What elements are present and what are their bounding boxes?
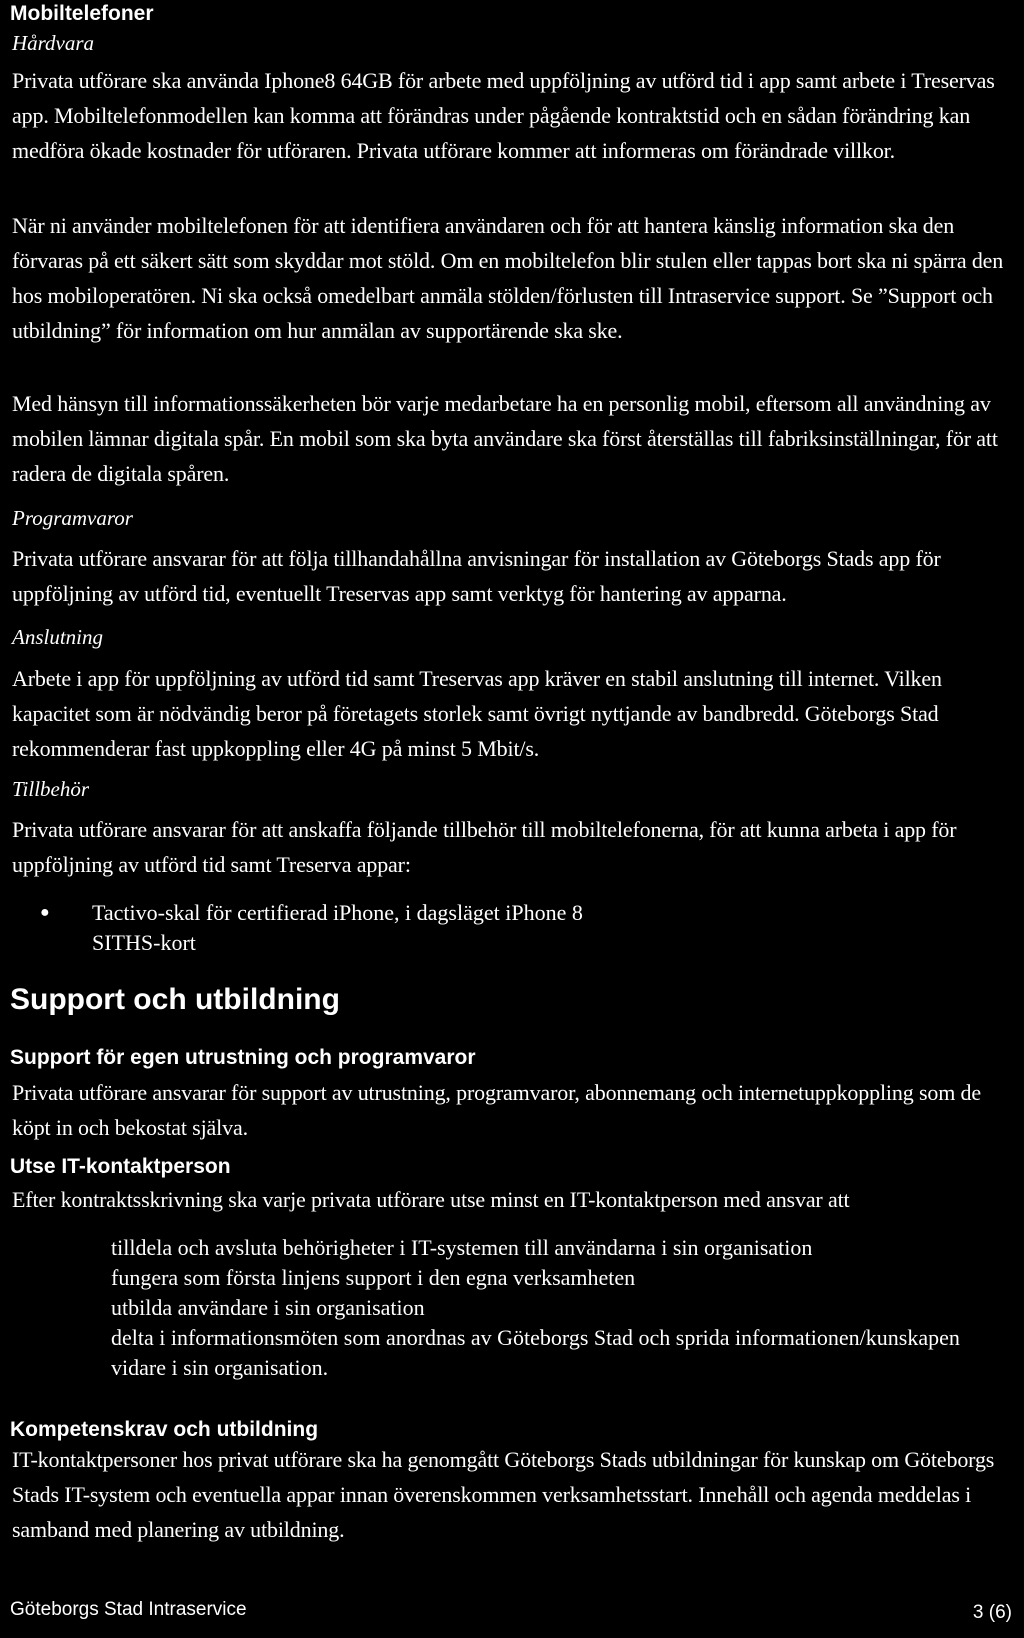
list-item: ● Tactivo-skal för certifierad iPhone, i dagsläget iPhone 8 xyxy=(40,898,940,928)
bullet-icon: ● xyxy=(40,904,50,921)
list-item: SITHS-kort xyxy=(40,928,940,958)
paragraph-support-egen: Privata utförare ansvarar för support av utrustning, programvaror, abonnemang och internetuppkoppling som de köpt in och bekostat själva. xyxy=(12,1080,981,1140)
heading-support-utbildning: Support och utbildning xyxy=(10,983,340,1016)
subheading-programvaror: Programvaror xyxy=(12,506,133,530)
paragraph-it-kontaktperson: Efter kontraktsskrivning ska varje privata utförare utse minst en IT-kontaktperson med ansvar att xyxy=(12,1187,850,1212)
subheading-anslutning: Anslutning xyxy=(12,625,104,649)
bullet-spacer xyxy=(40,928,92,958)
heading-kompetenskrav: Kompetenskrav och utbildning xyxy=(10,1418,319,1441)
paragraph-hardvara-1: Privata utförare ska använda Iphone8 64GB för arbete med uppföljning av utförd tid i app samt arbete i Treservas app. Mobiltelefonmodellen kan komma att förändras under pågående kontraktstid och en sådan förändring kan medföra ökade kostnader för utföraren. Privata utförare kommer att informeras om förändrade villkor. xyxy=(12,68,995,163)
paragraph-anslutning: Arbete i app för uppföljning av utförd tid samt Treservas app kräver en stabil anslutning till internet. Vilken kapacitet som är nödvändig beror på företagets storlek samt övrigt nyttjande av bandbredd. Göteborgs Stad rekommenderar fast uppkoppling eller 4G på minst 5 Mbit/s. xyxy=(12,666,942,761)
heading-support-egen: Support för egen utrustning och programvaror xyxy=(10,1046,476,1069)
heading-it-kontaktperson: Utse IT-kontaktperson xyxy=(10,1155,231,1178)
list-item: tilldela och avsluta behörigheter i IT-systemen till användarna i sin organisation xyxy=(111,1235,813,1260)
list-item: utbilda användare i sin organisation xyxy=(111,1295,425,1320)
list-item: fungera som första linjens support i den egna verksamheten xyxy=(111,1265,636,1290)
paragraph-hardvara-3: Med hänsyn till informationssäkerheten bör varje medarbetare ha en personlig mobil, eftersom all användning av mobilen lämnar digitala spår. En mobil som ska byta användare ska först återställas till fabriksinställningar, för att radera de digitala spåren. xyxy=(12,391,998,486)
tillbehor-list xyxy=(40,898,940,958)
it-ansvar-list xyxy=(111,1233,991,1383)
subheading-hardvara: Hårdvara xyxy=(12,31,95,55)
paragraph-tillbehor: Privata utförare ansvarar för att anskaffa följande tillbehör till mobiltelefonerna, för att kunna arbeta i app för uppföljning av utförd tid samt Treserva appar: xyxy=(12,817,957,877)
footer-organization: Göteborgs Stad Intraservice xyxy=(10,1599,247,1620)
subheading-tillbehor: Tillbehör xyxy=(12,777,90,801)
paragraph-hardvara-2: När ni använder mobiltelefonen för att identifiera användaren och för att hantera känslig information ska den förvaras på ett säkert sätt som skyddar mot stöld. Om en mobiltelefon blir stulen eller tappas bort ska ni spärra den hos mobiloperatören. Ni ska också omedelbart anmäla stölden/förlusten till Intraservice support. Se ”Support och utbildning” för information om hur anmälan av supportärende ska ske. xyxy=(12,213,1004,343)
footer-page-number: 3 (6) xyxy=(972,1602,1012,1623)
heading-mobiltelefoner: Mobiltelefoner xyxy=(10,2,154,25)
list-item: delta i informationsmöten som anordnas av Göteborgs Stad och sprida informationen/kunskapen vidare i sin organisation. xyxy=(111,1325,960,1380)
paragraph-programvaror: Privata utförare ansvarar för att följa tillhandahållna anvisningar för installation av Göteborgs Stads app för uppföljning av utförd tid, eventuellt Treservas app samt verktyg för hantering av apparna. xyxy=(12,546,941,606)
paragraph-kompetenskrav: IT-kontaktpersoner hos privat utförare ska ha genomgått Göteborgs Stads utbildningar för kunskap om Göteborgs Stads IT-system och eventuella appar innan överenskommen verksamhetsstart. Innehåll och agenda meddelas i samband med planering av utbildning. xyxy=(12,1447,995,1542)
